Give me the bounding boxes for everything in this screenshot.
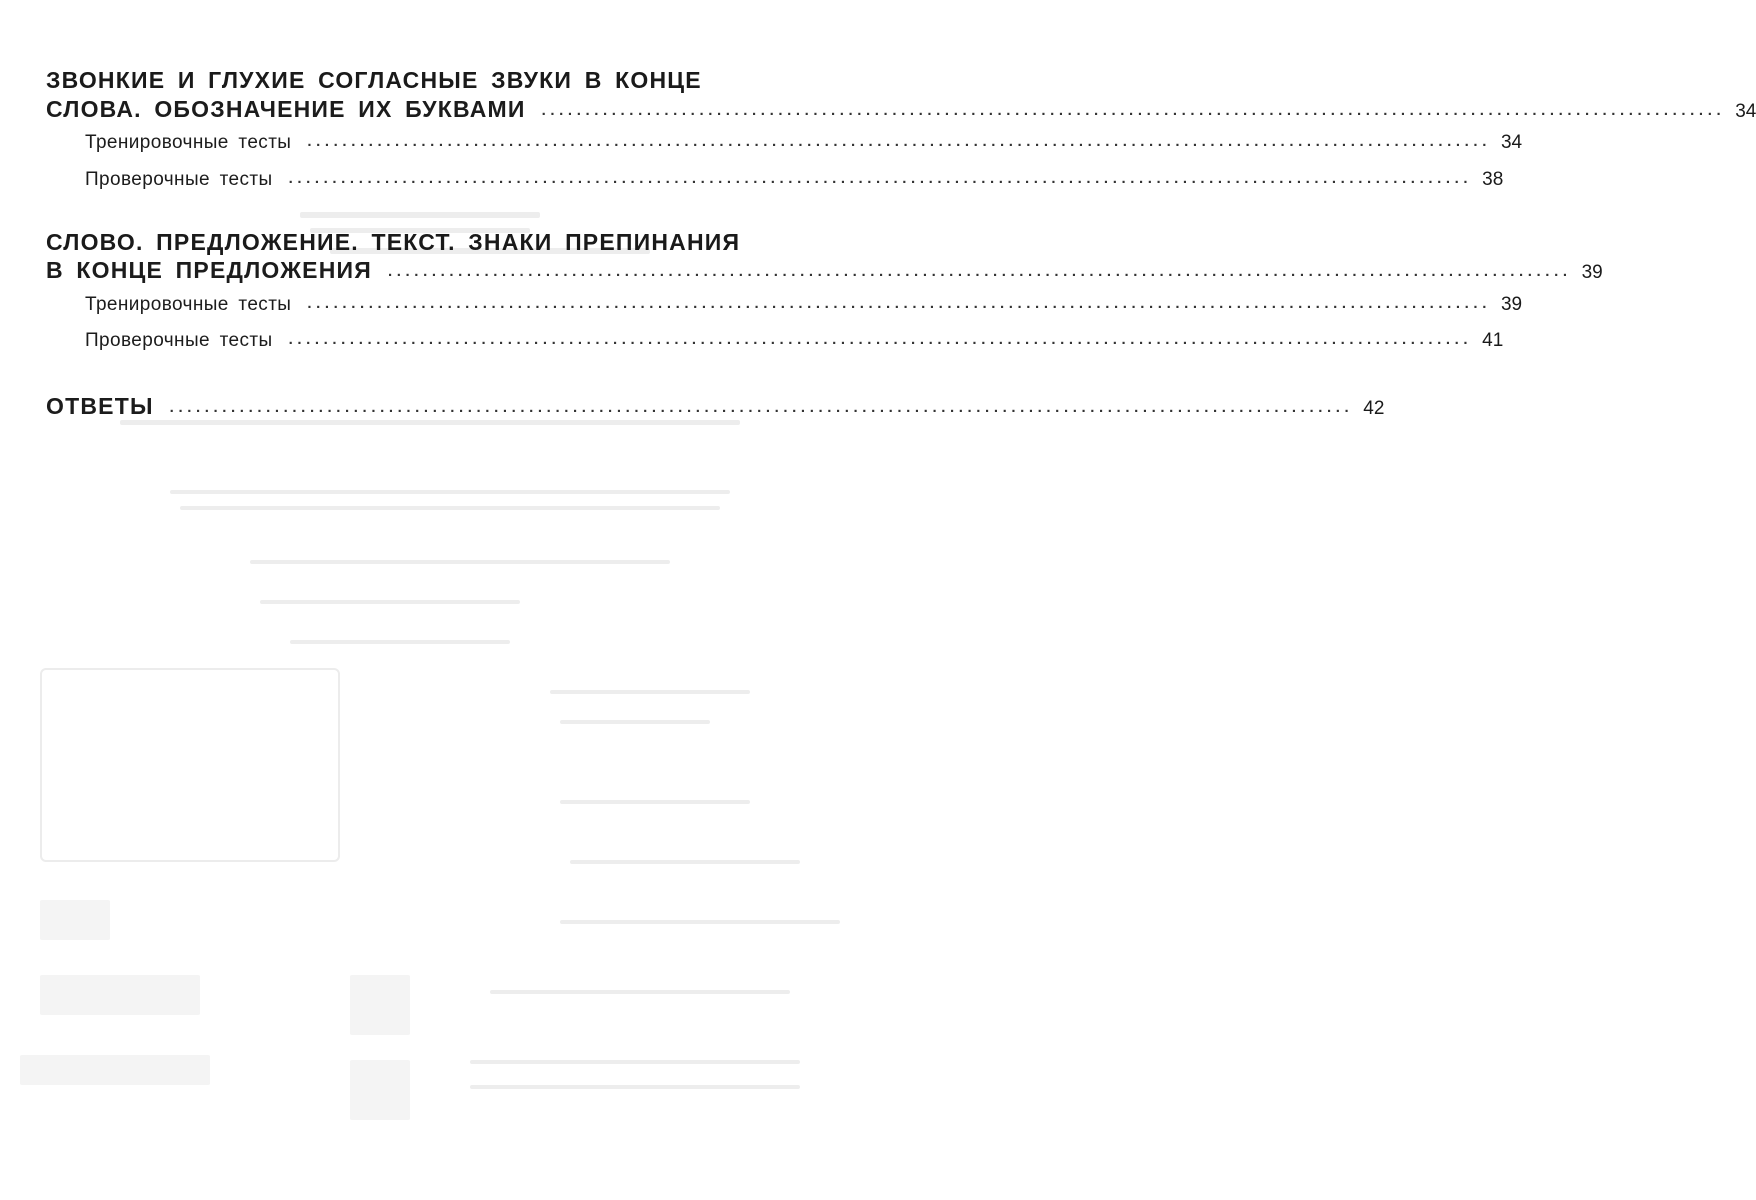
section-2-title-line-1: СЛОВО. ПРЕДЛОЖЕНИЕ. ТЕКСТ. ЗНАКИ ПРЕПИНАНИЯ	[46, 229, 741, 255]
page-number: 42	[1363, 398, 1385, 419]
section-2-title-line-2: В КОНЦЕ ПРЕДЛОЖЕНИЯ	[46, 257, 372, 283]
subsection-label: Проверочные тесты	[85, 169, 273, 190]
page-number: 38	[1482, 169, 1504, 190]
page-number: 39	[1500, 294, 1523, 315]
page-number: 34	[1735, 101, 1756, 122]
section-1-title-line-1: ЗВОНКИЕ И ГЛУХИЕ СОГЛАСНЫЕ ЗВУКИ В КОНЦЕ	[46, 67, 702, 93]
dot-leader: .......................................................................................................................................	[288, 170, 1473, 187]
page-number: 39	[1581, 262, 1603, 283]
subsection-label: Тренировочные тесты	[85, 294, 292, 315]
toc-entry-answers[interactable]	[46, 393, 1385, 420]
toc-entry-section-2[interactable]	[46, 257, 1603, 284]
dot-leader: .......................................................................................................................................	[541, 102, 1726, 119]
subsection-label: Тренировочные тесты	[85, 132, 292, 153]
dot-leader: .......................................................................................................................................	[388, 263, 1572, 280]
dot-leader: .......................................................................................................................................	[169, 399, 1354, 416]
toc-entry-check-tests-1[interactable]	[85, 169, 1504, 191]
toc-entry-training-tests-1[interactable]	[85, 132, 1523, 154]
page-number: 41	[1482, 330, 1504, 351]
section-1-title-line-2: СЛОВА. ОБОЗНАЧЕНИЕ ИХ БУКВАМИ	[46, 96, 526, 122]
dot-leader: .......................................................................................................................................	[307, 295, 1491, 312]
page-number: 34	[1500, 132, 1523, 153]
dot-leader: .......................................................................................................................................	[288, 331, 1473, 348]
toc-entry-check-tests-2[interactable]	[85, 330, 1504, 352]
toc-entry-section-1[interactable]	[46, 96, 1756, 123]
dot-leader: .......................................................................................................................................	[307, 133, 1491, 150]
toc-entry-training-tests-2[interactable]	[85, 294, 1523, 316]
subsection-label: Проверочные тесты	[85, 330, 273, 351]
answers-title: ОТВЕТЫ	[46, 393, 154, 419]
